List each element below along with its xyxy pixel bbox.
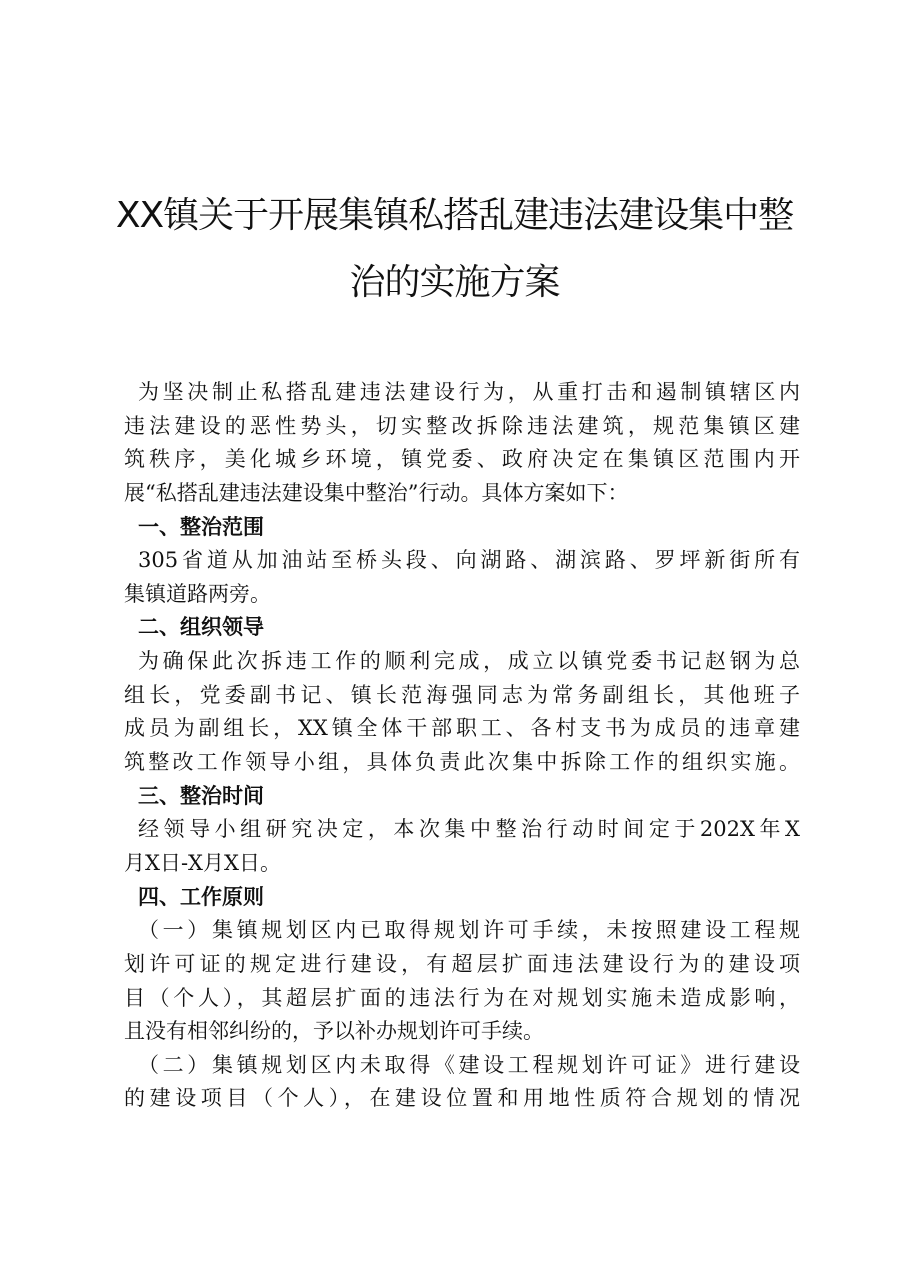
document-title-line-2: 治的实施方案 — [349, 262, 560, 303]
section-heading: 一、整治范围 — [138, 514, 264, 539]
body-line: 的建设项目（个人），在建设位置和用地性质符合规划的情况 — [124, 1086, 800, 1111]
body-line: 经领导小组研究决定，本次集中整治行动时间定于202X年X — [138, 817, 800, 842]
body-line: 为坚决制止私搭乱建违法建设行为，从重打击和遏制镇辖区内 — [138, 380, 800, 404]
section-heading: 二、组织领导 — [138, 615, 264, 640]
body-line: 目（个人），其超层扩面的违法行为在对规划实施未造成影响， — [124, 985, 800, 1010]
section-heading: 三、整治时间 — [138, 783, 264, 808]
body-line: 划许可证的规定进行建设，有超层扩面违法建设行为的建设项 — [124, 951, 800, 976]
body-line: （二）集镇规划区内未取得《建设工程规划许可证》进行建设 — [138, 1052, 800, 1077]
body-line: 为确保此次拆违工作的顺利完成，成立以镇党委书记赵钢为总 — [138, 649, 800, 674]
body-line: 违法建设的恶性势头，切实整改拆除违法建筑，规范集镇区建 — [124, 413, 800, 438]
body-line: 成员为副组长，XX镇全体干部职工、各村支书为成员的违章建 — [124, 716, 800, 741]
body-line: 月X日-X月X日。 — [124, 850, 281, 875]
document-body — [124, 382, 800, 1122]
section-heading: 四、工作原则 — [138, 884, 264, 909]
body-line: 集镇道路两旁。 — [124, 581, 271, 606]
body-line: 展“私搭乱建违法建设集中整治”行动。具体方案如下： — [124, 480, 629, 505]
body-line: 筑秩序，美化城乡环境，镇党委、政府决定在集镇区范围内开 — [124, 447, 800, 472]
body-line: 且没有相邻纠纷的，予以补办规划许可手续。 — [124, 1019, 544, 1044]
body-line: 305省道从加油站至桥头段、向湖路、湖滨路、罗坪新街所有 — [138, 548, 800, 573]
body-line: 筑整改工作领导小组，具体负责此次集中拆除工作的组织实施。 — [124, 750, 800, 775]
body-line: 组长，党委副书记、镇长范海强同志为常务副组长，其他班子 — [124, 682, 800, 707]
document-title-line-1: XX镇关于开展集镇私搭乱建违法建设集中整 — [115, 195, 794, 236]
body-line: （一）集镇规划区内已取得规划许可手续，未按照建设工程规 — [138, 918, 800, 943]
